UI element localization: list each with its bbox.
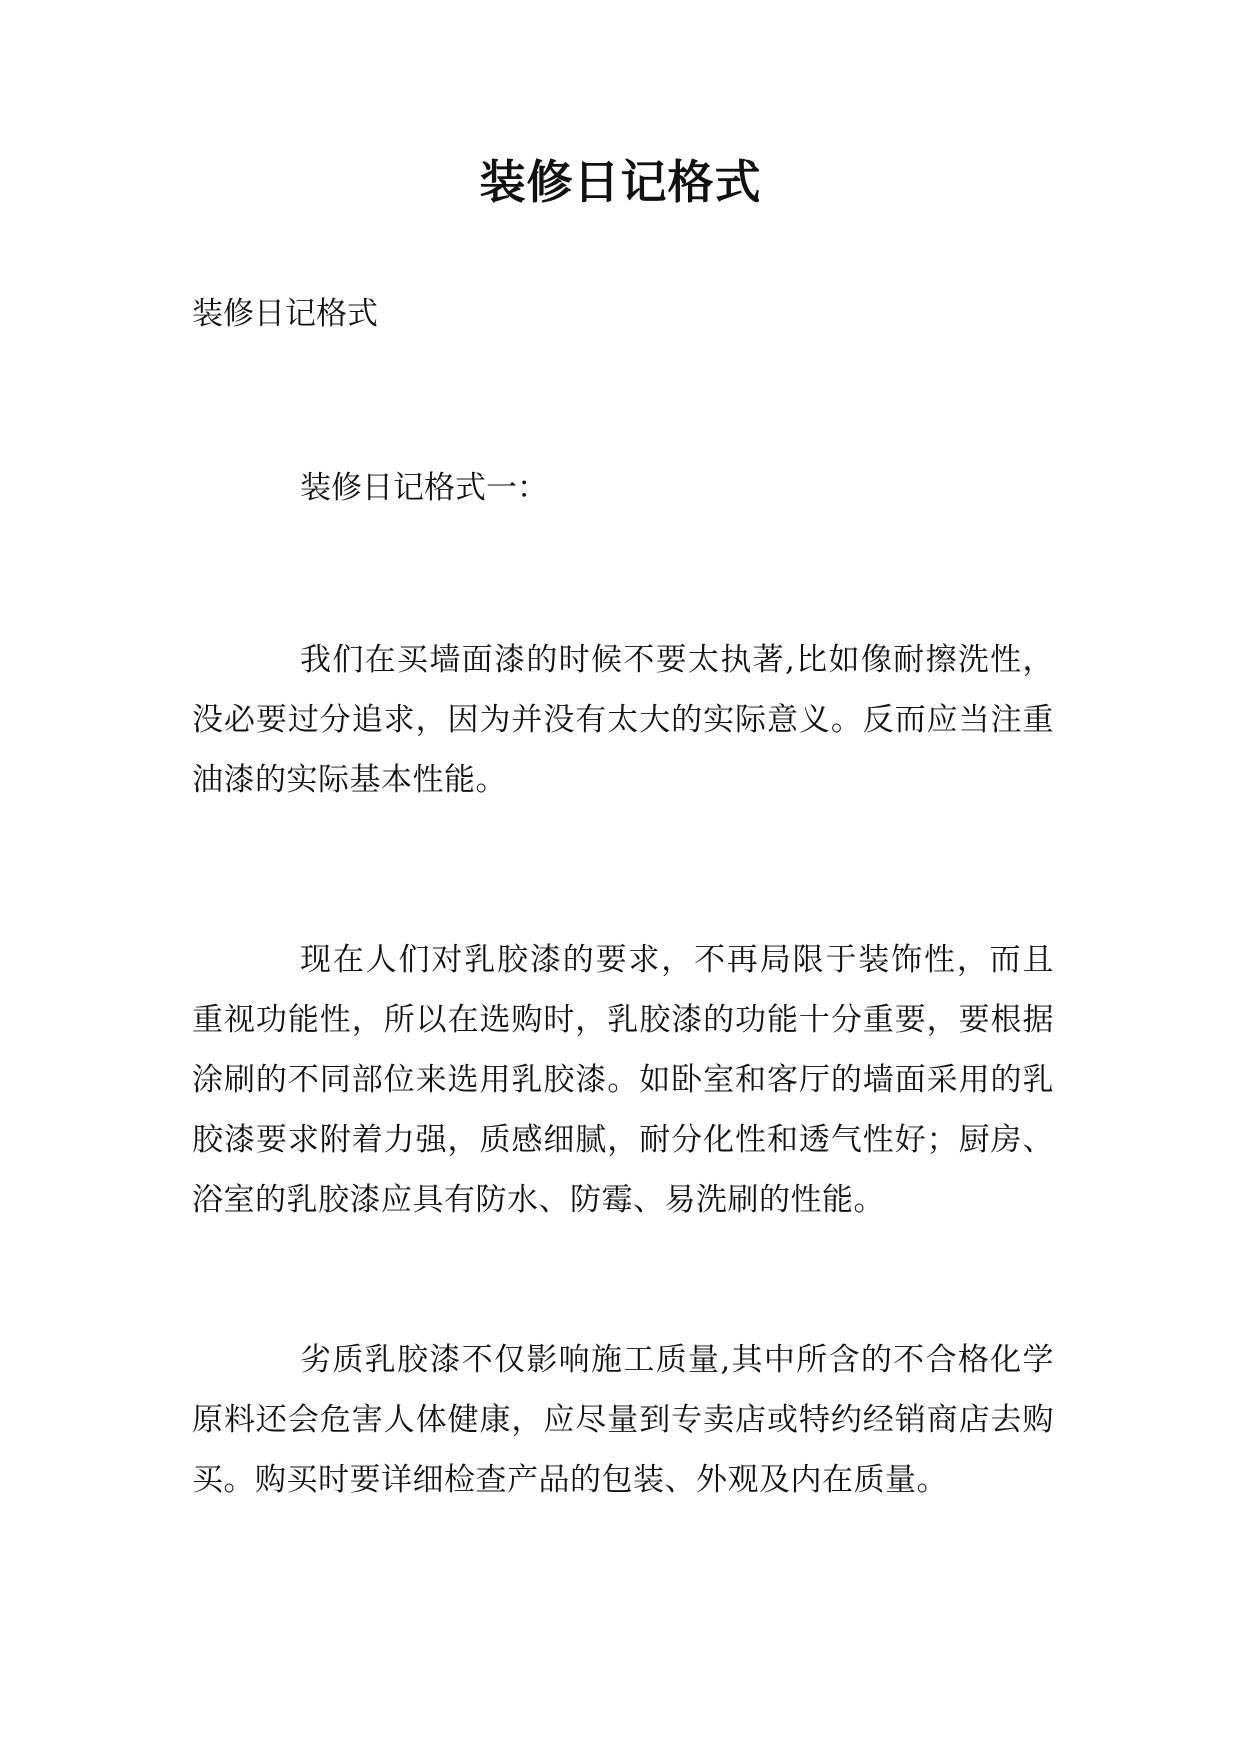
paragraph-1: 我们在买墙面漆的时候不要太执著,比如像耐擦洗性，没必要过分追求，因为并没有太大的实际意义。反而应当注重油漆的实际基本性能。 [192,642,1054,798]
paragraph-3: 劣质乳胶漆不仅影响施工质量,其中所含的不合格化学原料还会危害人体健康，应尽量到专卖店或特约经销商店去购买。购买时要详细检查产品的包装、外观及内在质量。 [192,1342,1054,1498]
section-heading: 装修日记格式一： [300,470,548,506]
document-title: 装修日记格式 [479,155,762,209]
document-subtitle: 装修日记格式 [192,296,378,332]
paragraph-2: 现在人们对乳胶漆的要求，不再局限于装饰性，而且重视功能性，所以在选购时，乳胶漆的功能十分重要，要根据涂刷的不同部位来选用乳胶漆。如卧室和客厅的墙面采用的乳胶漆要求附着力强，质感细腻，耐分化性和透气性好；厨房、浴室的乳胶漆应具有防水、防霉、易洗刷的性能。 [192,942,1054,1218]
